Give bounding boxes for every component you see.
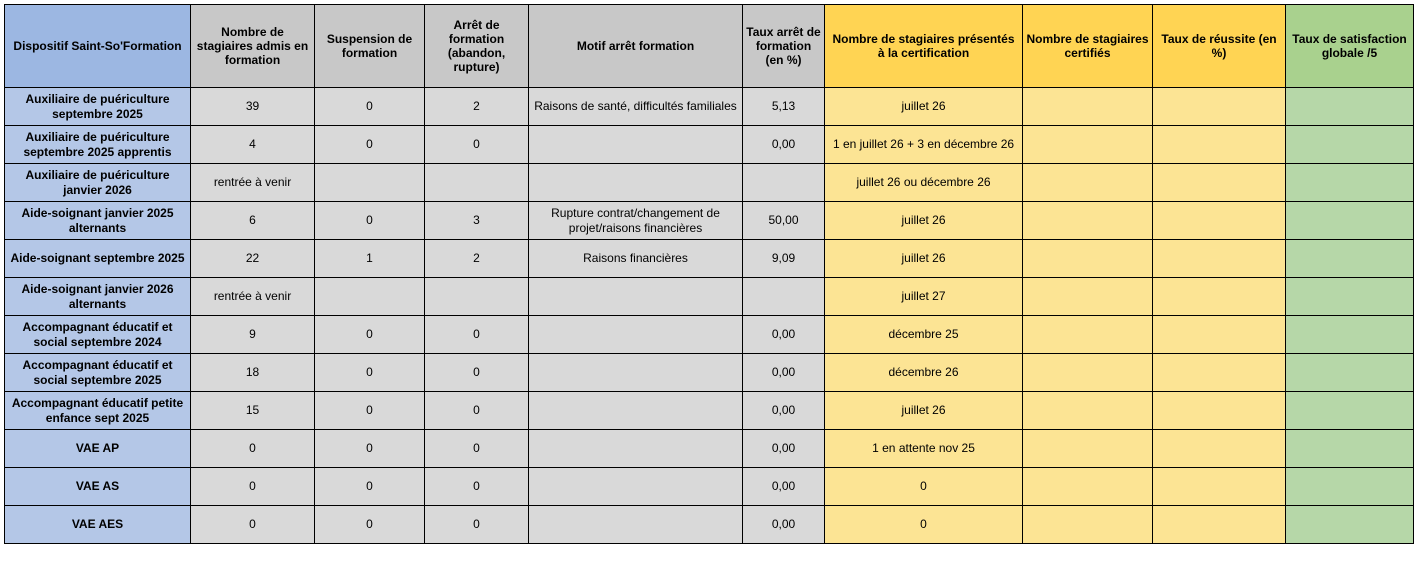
cell-presentes[interactable]: juillet 26: [825, 88, 1023, 126]
cell-taux_reussite[interactable]: [1153, 316, 1286, 354]
cell-dispositif[interactable]: VAE AS: [5, 468, 191, 506]
column-header-suspension[interactable]: Suspension de formation: [315, 5, 425, 88]
cell-admis[interactable]: rentrée à venir: [191, 278, 315, 316]
table-row: [5, 240, 1414, 278]
cell-taux_arret[interactable]: 0,00: [743, 126, 825, 164]
cell-certifies[interactable]: [1023, 278, 1153, 316]
cell-admis[interactable]: 0: [191, 506, 315, 544]
cell-certifies[interactable]: [1023, 202, 1153, 240]
cell-certifies[interactable]: [1023, 354, 1153, 392]
cell-satisfaction[interactable]: [1286, 278, 1414, 316]
cell-taux_reussite[interactable]: [1153, 468, 1286, 506]
cell-arret[interactable]: [425, 278, 529, 316]
cell-motif[interactable]: [529, 430, 743, 468]
cell-arret[interactable]: 0: [425, 468, 529, 506]
formation-indicators-table: [4, 4, 1414, 544]
cell-satisfaction[interactable]: [1286, 430, 1414, 468]
header-row: [5, 5, 1414, 88]
cell-taux_arret[interactable]: 0,00: [743, 316, 825, 354]
cell-taux_arret[interactable]: [743, 278, 825, 316]
cell-taux_arret[interactable]: 5,13: [743, 88, 825, 126]
table-row: [5, 126, 1414, 164]
cell-admis[interactable]: 4: [191, 126, 315, 164]
column-header-taux_arret[interactable]: Taux arrêt de formation (en %): [743, 5, 825, 88]
cell-taux_reussite[interactable]: [1153, 126, 1286, 164]
cell-presentes[interactable]: juillet 26: [825, 202, 1023, 240]
cell-presentes[interactable]: juillet 26: [825, 392, 1023, 430]
cell-dispositif[interactable]: Auxiliaire de puériculture janvier 2026: [5, 164, 191, 202]
cell-suspension[interactable]: 0: [315, 468, 425, 506]
table-row: [5, 468, 1414, 506]
cell-suspension[interactable]: 0: [315, 506, 425, 544]
cell-motif[interactable]: [529, 126, 743, 164]
table-row: [5, 164, 1414, 202]
table-header: [5, 5, 1414, 88]
cell-arret[interactable]: 0: [425, 316, 529, 354]
cell-admis[interactable]: 9: [191, 316, 315, 354]
cell-suspension[interactable]: [315, 278, 425, 316]
column-header-arret[interactable]: Arrêt de formation (abandon, rupture): [425, 5, 529, 88]
cell-certifies[interactable]: [1023, 126, 1153, 164]
cell-certifies[interactable]: [1023, 430, 1153, 468]
cell-admis[interactable]: 0: [191, 468, 315, 506]
cell-satisfaction[interactable]: [1286, 468, 1414, 506]
cell-suspension[interactable]: 0: [315, 354, 425, 392]
table-body: [5, 88, 1414, 544]
cell-arret[interactable]: 0: [425, 392, 529, 430]
cell-presentes[interactable]: 1 en juillet 26 + 3 en décembre 26: [825, 126, 1023, 164]
table-row: [5, 202, 1414, 240]
cell-certifies[interactable]: [1023, 468, 1153, 506]
cell-taux_arret[interactable]: 0,00: [743, 354, 825, 392]
cell-certifies[interactable]: [1023, 316, 1153, 354]
table-row: [5, 430, 1414, 468]
cell-arret[interactable]: 2: [425, 88, 529, 126]
cell-dispositif[interactable]: VAE AP: [5, 430, 191, 468]
cell-taux_arret[interactable]: 0,00: [743, 430, 825, 468]
cell-admis[interactable]: 15: [191, 392, 315, 430]
cell-motif[interactable]: [529, 468, 743, 506]
column-header-motif[interactable]: Motif arrêt formation: [529, 5, 743, 88]
cell-dispositif[interactable]: Aide-soignant janvier 2026 alternants: [5, 278, 191, 316]
table-row: [5, 316, 1414, 354]
cell-taux_reussite[interactable]: [1153, 506, 1286, 544]
cell-taux_arret[interactable]: 0,00: [743, 468, 825, 506]
cell-dispositif[interactable]: VAE AES: [5, 506, 191, 544]
cell-presentes[interactable]: 0: [825, 468, 1023, 506]
cell-satisfaction[interactable]: [1286, 164, 1414, 202]
cell-admis[interactable]: rentrée à venir: [191, 164, 315, 202]
cell-suspension[interactable]: 0: [315, 126, 425, 164]
column-header-certifies[interactable]: Nombre de stagiaires certifiés: [1023, 5, 1153, 88]
cell-motif[interactable]: Raisons financières: [529, 240, 743, 278]
cell-satisfaction[interactable]: [1286, 316, 1414, 354]
cell-motif[interactable]: Rupture contrat/changement de projet/raisons financières: [529, 202, 743, 240]
table-row: [5, 354, 1414, 392]
cell-certifies[interactable]: [1023, 392, 1153, 430]
cell-arret[interactable]: 0: [425, 354, 529, 392]
cell-taux_reussite[interactable]: [1153, 392, 1286, 430]
cell-certifies[interactable]: [1023, 506, 1153, 544]
cell-satisfaction[interactable]: [1286, 506, 1414, 544]
cell-arret[interactable]: 0: [425, 430, 529, 468]
cell-motif[interactable]: [529, 392, 743, 430]
cell-dispositif[interactable]: Auxiliaire de puériculture septembre 2025: [5, 88, 191, 126]
cell-dispositif[interactable]: Aide-soignant janvier 2025 alternants: [5, 202, 191, 240]
cell-motif[interactable]: Raisons de santé, difficultés familiales: [529, 88, 743, 126]
table-row: [5, 392, 1414, 430]
column-header-taux_reussite[interactable]: Taux de réussite (en %): [1153, 5, 1286, 88]
cell-suspension[interactable]: [315, 164, 425, 202]
cell-satisfaction[interactable]: [1286, 88, 1414, 126]
cell-presentes[interactable]: décembre 25: [825, 316, 1023, 354]
cell-arret[interactable]: 2: [425, 240, 529, 278]
cell-motif[interactable]: [529, 354, 743, 392]
column-header-satisfaction[interactable]: Taux de satisfaction globale /5: [1286, 5, 1414, 88]
cell-taux_reussite[interactable]: [1153, 278, 1286, 316]
column-header-dispositif[interactable]: Dispositif Saint-So'Formation: [5, 5, 191, 88]
cell-arret[interactable]: [425, 164, 529, 202]
cell-motif[interactable]: [529, 316, 743, 354]
cell-taux_arret[interactable]: [743, 164, 825, 202]
cell-taux_arret[interactable]: 0,00: [743, 392, 825, 430]
cell-taux_arret[interactable]: 0,00: [743, 506, 825, 544]
cell-dispositif[interactable]: Accompagnant éducatif et social septembre 2024: [5, 316, 191, 354]
cell-motif[interactable]: [529, 506, 743, 544]
cell-admis[interactable]: 18: [191, 354, 315, 392]
cell-presentes[interactable]: juillet 26: [825, 240, 1023, 278]
cell-arret[interactable]: 3: [425, 202, 529, 240]
cell-dispositif[interactable]: Accompagnant éducatif et social septembre 2025: [5, 354, 191, 392]
cell-admis[interactable]: 39: [191, 88, 315, 126]
cell-suspension[interactable]: 0: [315, 392, 425, 430]
cell-suspension[interactable]: 0: [315, 202, 425, 240]
cell-arret[interactable]: 0: [425, 126, 529, 164]
cell-certifies[interactable]: [1023, 240, 1153, 278]
cell-suspension[interactable]: 0: [315, 316, 425, 354]
cell-presentes[interactable]: juillet 26 ou décembre 26: [825, 164, 1023, 202]
table-row: [5, 278, 1414, 316]
column-header-admis[interactable]: Nombre de stagiaires admis en formation: [191, 5, 315, 88]
cell-taux_arret[interactable]: 50,00: [743, 202, 825, 240]
cell-suspension[interactable]: 0: [315, 88, 425, 126]
cell-arret[interactable]: 0: [425, 506, 529, 544]
cell-suspension[interactable]: 1: [315, 240, 425, 278]
cell-satisfaction[interactable]: [1286, 354, 1414, 392]
cell-satisfaction[interactable]: [1286, 202, 1414, 240]
cell-motif[interactable]: [529, 278, 743, 316]
cell-suspension[interactable]: 0: [315, 430, 425, 468]
cell-presentes[interactable]: 1 en attente nov 25: [825, 430, 1023, 468]
cell-dispositif[interactable]: Accompagnant éducatif petite enfance sept 2025: [5, 392, 191, 430]
cell-taux_reussite[interactable]: [1153, 354, 1286, 392]
table-row: [5, 88, 1414, 126]
column-header-presentes[interactable]: Nombre de stagiaires présentés à la certification: [825, 5, 1023, 88]
cell-taux_reussite[interactable]: [1153, 88, 1286, 126]
cell-dispositif[interactable]: Auxiliaire de puériculture septembre 2025 apprentis: [5, 126, 191, 164]
cell-admis[interactable]: 22: [191, 240, 315, 278]
cell-admis[interactable]: 0: [191, 430, 315, 468]
cell-taux_reussite[interactable]: [1153, 202, 1286, 240]
cell-certifies[interactable]: [1023, 88, 1153, 126]
cell-presentes[interactable]: 0: [825, 506, 1023, 544]
cell-dispositif[interactable]: Aide-soignant septembre 2025: [5, 240, 191, 278]
cell-taux_reussite[interactable]: [1153, 430, 1286, 468]
cell-presentes[interactable]: décembre 26: [825, 354, 1023, 392]
spreadsheet-canvas: [0, 4, 1419, 567]
cell-presentes[interactable]: juillet 27: [825, 278, 1023, 316]
table-row: [5, 506, 1414, 544]
cell-admis[interactable]: 6: [191, 202, 315, 240]
cell-satisfaction[interactable]: [1286, 240, 1414, 278]
cell-taux_reussite[interactable]: [1153, 164, 1286, 202]
cell-satisfaction[interactable]: [1286, 126, 1414, 164]
cell-taux_reussite[interactable]: [1153, 240, 1286, 278]
cell-taux_arret[interactable]: 9,09: [743, 240, 825, 278]
cell-certifies[interactable]: [1023, 164, 1153, 202]
cell-motif[interactable]: [529, 164, 743, 202]
cell-satisfaction[interactable]: [1286, 392, 1414, 430]
